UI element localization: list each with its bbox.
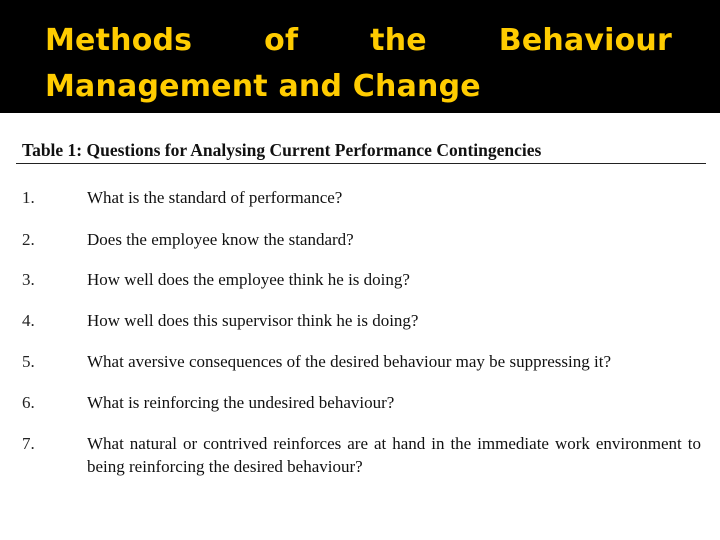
question-row xyxy=(0,309,720,349)
question-number: 4. xyxy=(22,311,35,330)
table-caption: Table 1: Questions for Analysing Current Performance Contingencies xyxy=(22,140,542,160)
question-number: 2. xyxy=(22,230,35,249)
question-row xyxy=(0,186,720,226)
question-row xyxy=(0,391,720,431)
question-row xyxy=(0,350,720,390)
question-text: How well does the employee think he is doing? xyxy=(87,270,410,289)
question-number: 3. xyxy=(22,270,35,289)
caption-divider xyxy=(16,163,706,164)
question-text: What is reinforcing the undesired behaviour? xyxy=(87,393,395,412)
question-text: Does the employee know the standard? xyxy=(87,230,354,249)
question-text: How well does this supervisor think he is doing? xyxy=(87,311,419,330)
question-text: What is the standard of performance? xyxy=(87,188,343,207)
table-image xyxy=(0,113,720,540)
question-row xyxy=(0,228,720,268)
question-row xyxy=(0,268,720,308)
question-number: 5. xyxy=(22,352,35,371)
question-text: What aversive consequences of the desired behaviour may be suppressing it? xyxy=(87,352,611,371)
question-row xyxy=(0,432,720,492)
question-number: 1. xyxy=(22,188,35,207)
slide-title: Methods of the Behaviour Management and Change xyxy=(45,23,672,104)
question-text: What natural or contrived reinforces are at hand in the immediate work environment to being reinforcing the desired behaviour? xyxy=(87,434,701,476)
question-number: 6. xyxy=(22,393,35,412)
question-number: 7. xyxy=(22,434,35,453)
